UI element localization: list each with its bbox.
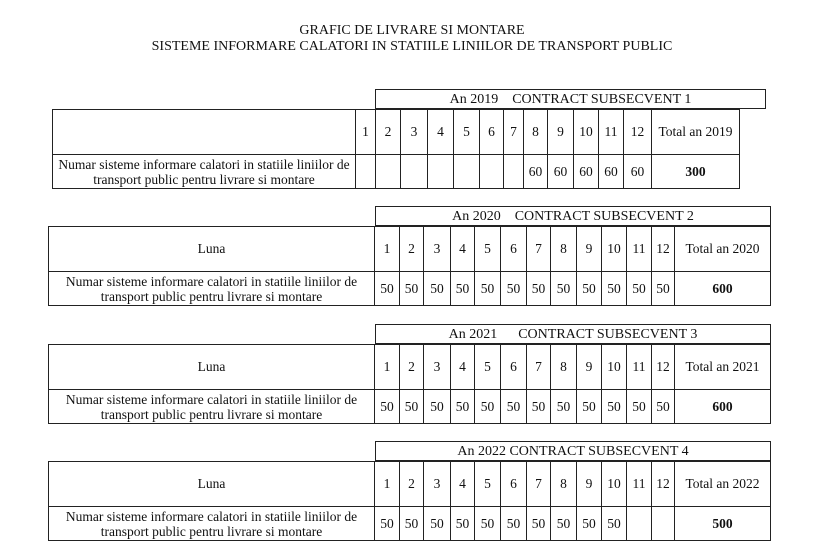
month-number: 7 bbox=[527, 345, 551, 390]
contract-header-3: An 2021 CONTRACT SUBSECVENT 3 bbox=[375, 324, 771, 344]
month-quantity: 50 bbox=[400, 507, 424, 541]
month-number: 12 bbox=[652, 462, 675, 507]
month-number: 9 bbox=[577, 345, 602, 390]
month-number: 5 bbox=[475, 227, 501, 272]
month-quantity: 50 bbox=[551, 507, 577, 541]
month-number: 11 bbox=[627, 462, 652, 507]
month-number: 9 bbox=[548, 110, 574, 155]
month-number: 6 bbox=[501, 462, 527, 507]
month-quantity: 50 bbox=[424, 390, 451, 424]
month-number: 10 bbox=[574, 110, 599, 155]
month-number: 3 bbox=[401, 110, 428, 155]
month-quantity bbox=[356, 155, 376, 189]
month-number: 10 bbox=[602, 345, 627, 390]
row-label: Numar sisteme informare calatori in statiile liniilor de transport public pentru livrare si montare bbox=[49, 507, 375, 541]
month-number: 1 bbox=[375, 227, 400, 272]
month-quantity: 50 bbox=[652, 390, 675, 424]
month-number: 7 bbox=[527, 227, 551, 272]
total-year-value: 500 bbox=[675, 507, 771, 541]
total-year-value: 600 bbox=[675, 272, 771, 306]
quantity-row bbox=[49, 507, 771, 541]
month-header-label: Luna bbox=[49, 462, 375, 507]
month-quantity bbox=[627, 507, 652, 541]
month-quantity: 50 bbox=[602, 390, 627, 424]
month-number: 8 bbox=[524, 110, 548, 155]
month-number: 12 bbox=[624, 110, 652, 155]
schedule-table-2 bbox=[48, 226, 771, 306]
month-header-row bbox=[49, 227, 771, 272]
month-number: 8 bbox=[551, 345, 577, 390]
month-number: 10 bbox=[602, 462, 627, 507]
month-quantity: 60 bbox=[599, 155, 624, 189]
month-quantity: 50 bbox=[501, 507, 527, 541]
month-number: 2 bbox=[400, 345, 424, 390]
month-header-row bbox=[49, 462, 771, 507]
month-number: 1 bbox=[375, 462, 400, 507]
month-quantity: 50 bbox=[475, 507, 501, 541]
month-quantity: 50 bbox=[451, 390, 475, 424]
month-number: 8 bbox=[551, 462, 577, 507]
month-quantity: 50 bbox=[627, 390, 652, 424]
month-quantity: 50 bbox=[424, 507, 451, 541]
month-number: 6 bbox=[501, 227, 527, 272]
month-quantity: 50 bbox=[602, 507, 627, 541]
month-number: 1 bbox=[356, 110, 376, 155]
row-label: Numar sisteme informare calatori in statiile liniilor de transport public pentru livrare si montare bbox=[49, 272, 375, 306]
row-label: Numar sisteme informare calatori in statiile liniilor de transport public pentru livrare si montare bbox=[53, 155, 356, 189]
month-number: 8 bbox=[551, 227, 577, 272]
quantity-row bbox=[53, 155, 740, 189]
month-quantity: 50 bbox=[475, 390, 501, 424]
month-quantity bbox=[376, 155, 401, 189]
month-number: 7 bbox=[504, 110, 524, 155]
month-number: 12 bbox=[652, 345, 675, 390]
document-title: GRAFIC DE LIVRARE SI MONTARE bbox=[299, 23, 525, 38]
total-year-label: Total an 2020 bbox=[675, 227, 771, 272]
month-number: 2 bbox=[400, 227, 424, 272]
month-quantity bbox=[652, 507, 675, 541]
month-quantity: 50 bbox=[424, 272, 451, 306]
month-number: 4 bbox=[428, 110, 454, 155]
month-number: 9 bbox=[577, 227, 602, 272]
month-quantity: 50 bbox=[652, 272, 675, 306]
contract-header-2: An 2020 CONTRACT SUBSECVENT 2 bbox=[375, 206, 771, 226]
month-number: 4 bbox=[451, 345, 475, 390]
total-year-label: Total an 2019 bbox=[652, 110, 740, 155]
month-header-row bbox=[49, 345, 771, 390]
month-header-label: Luna bbox=[49, 227, 375, 272]
month-number: 11 bbox=[627, 227, 652, 272]
month-quantity: 60 bbox=[624, 155, 652, 189]
month-quantity: 50 bbox=[577, 507, 602, 541]
month-quantity: 50 bbox=[375, 272, 400, 306]
total-year-value: 300 bbox=[652, 155, 740, 189]
month-quantity: 50 bbox=[501, 390, 527, 424]
schedule-table-4 bbox=[48, 461, 771, 541]
month-number: 2 bbox=[400, 462, 424, 507]
month-header-label: Luna bbox=[49, 345, 375, 390]
month-number: 3 bbox=[424, 462, 451, 507]
month-quantity bbox=[454, 155, 480, 189]
month-number: 5 bbox=[475, 462, 501, 507]
document-subtitle: SISTEME INFORMARE CALATORI IN STATIILE LINIILOR DE TRANSPORT PUBLIC bbox=[151, 39, 673, 54]
month-number: 2 bbox=[376, 110, 401, 155]
schedule-table-1 bbox=[52, 109, 740, 189]
month-number: 6 bbox=[501, 345, 527, 390]
total-year-label: Total an 2021 bbox=[675, 345, 771, 390]
month-quantity: 50 bbox=[577, 390, 602, 424]
month-number: 11 bbox=[627, 345, 652, 390]
month-quantity: 50 bbox=[375, 390, 400, 424]
month-quantity bbox=[504, 155, 524, 189]
schedule-table-3 bbox=[48, 344, 771, 424]
month-quantity: 50 bbox=[527, 272, 551, 306]
month-quantity: 60 bbox=[548, 155, 574, 189]
contract-header-1: An 2019 CONTRACT SUBSECVENT 1 bbox=[375, 89, 766, 109]
month-quantity: 50 bbox=[400, 390, 424, 424]
quantity-row bbox=[49, 272, 771, 306]
month-header-label bbox=[53, 110, 356, 155]
month-quantity: 50 bbox=[627, 272, 652, 306]
month-quantity: 50 bbox=[602, 272, 627, 306]
month-number: 12 bbox=[652, 227, 675, 272]
month-quantity: 60 bbox=[574, 155, 599, 189]
month-quantity: 50 bbox=[400, 272, 424, 306]
month-number: 1 bbox=[375, 345, 400, 390]
month-number: 3 bbox=[424, 227, 451, 272]
month-number: 9 bbox=[577, 462, 602, 507]
month-number: 4 bbox=[451, 462, 475, 507]
month-number: 5 bbox=[454, 110, 480, 155]
month-quantity bbox=[428, 155, 454, 189]
month-number: 4 bbox=[451, 227, 475, 272]
total-year-label: Total an 2022 bbox=[675, 462, 771, 507]
row-label: Numar sisteme informare calatori in statiile liniilor de transport public pentru livrare si montare bbox=[49, 390, 375, 424]
quantity-row bbox=[49, 390, 771, 424]
contract-header-4: An 2022 CONTRACT SUBSECVENT 4 bbox=[375, 441, 771, 461]
month-quantity: 50 bbox=[451, 507, 475, 541]
month-number: 7 bbox=[527, 462, 551, 507]
month-quantity: 50 bbox=[451, 272, 475, 306]
month-quantity: 50 bbox=[527, 390, 551, 424]
total-year-value: 600 bbox=[675, 390, 771, 424]
month-quantity: 50 bbox=[577, 272, 602, 306]
month-quantity bbox=[401, 155, 428, 189]
month-quantity: 50 bbox=[475, 272, 501, 306]
month-number: 3 bbox=[424, 345, 451, 390]
month-quantity: 50 bbox=[375, 507, 400, 541]
month-quantity: 50 bbox=[551, 272, 577, 306]
month-quantity: 50 bbox=[527, 507, 551, 541]
month-quantity: 50 bbox=[501, 272, 527, 306]
month-quantity bbox=[480, 155, 504, 189]
month-number: 10 bbox=[602, 227, 627, 272]
month-number: 11 bbox=[599, 110, 624, 155]
month-number: 6 bbox=[480, 110, 504, 155]
month-header-row bbox=[53, 110, 740, 155]
month-quantity: 50 bbox=[551, 390, 577, 424]
month-number: 5 bbox=[475, 345, 501, 390]
month-quantity: 60 bbox=[524, 155, 548, 189]
